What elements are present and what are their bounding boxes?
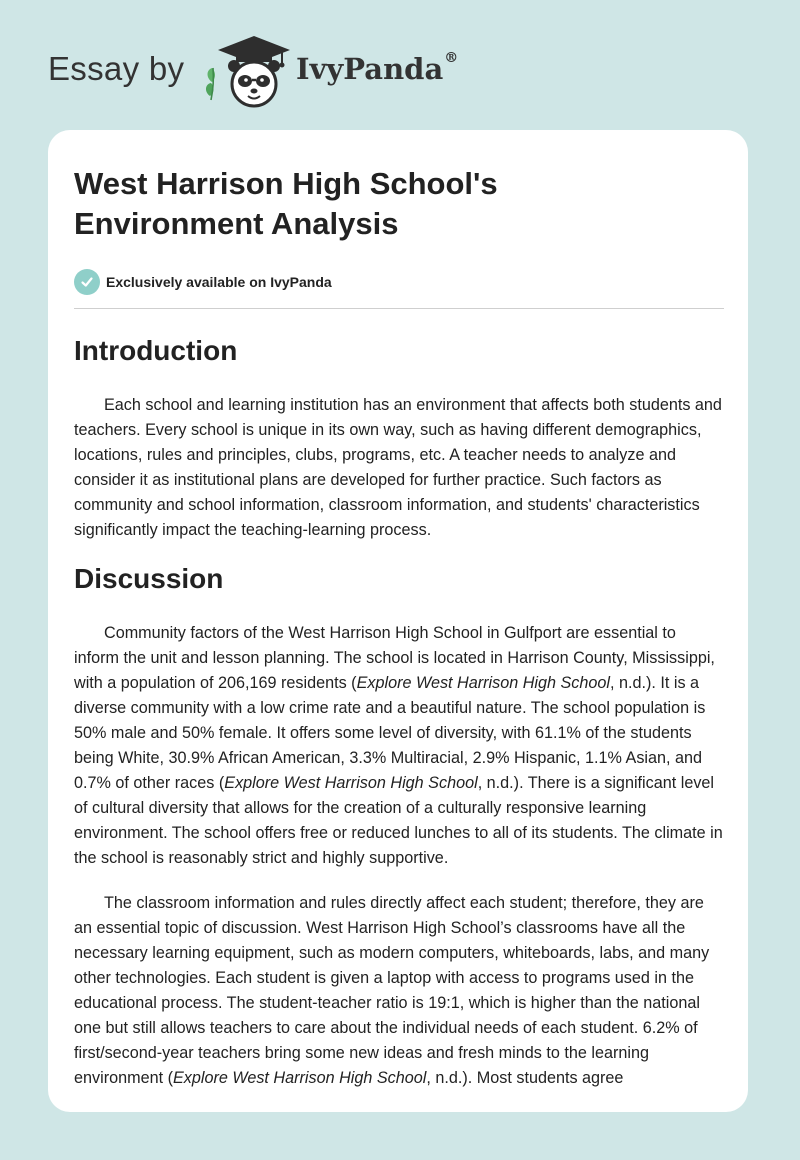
exclusive-text: Exclusively available on IvyPanda xyxy=(106,274,332,290)
panda-graduate-icon[interactable] xyxy=(202,34,292,110)
exclusive-badge xyxy=(74,268,724,296)
section-heading-discussion: Discussion xyxy=(74,563,224,594)
discussion-paragraph-1 xyxy=(74,621,724,871)
text-run: , n.d.). Most students agree xyxy=(426,1069,624,1087)
text-run: , n.d.). There is a significant level of cultural diversity that allows for the creation of a culturally responsive learning environment. The school offers free or reduced lunches to all of its students. The climate in the school is reasonably strict and highly supportive. xyxy=(74,774,723,867)
brand-name[interactable] xyxy=(296,52,458,86)
text-run: The classroom information and rules directly affect each student; therefore, they are an essential topic of discussion. West Harrison High School’s classrooms have all the necessary learning equipment, such as modern computers, whiteboards, labs, and many other technologies. Each student is given a laptop with access to programs used in the educational process. The student-teacher ratio is 19:1, which is higher than the national one but still allows teachers to care about the individual needs of each student. 6.2% of first/second-year teachers bring some new ideas and fresh minds to the learning environment ( xyxy=(74,894,710,1087)
article-content xyxy=(74,164,724,1091)
brand-text: IvyPanda xyxy=(296,52,444,86)
site-header xyxy=(48,30,568,110)
intro-paragraph: Each school and learning institution has an environment that affects both students and teachers. Every school is unique in its own way, such as having different demographics, locations, rules and principles, clubs, programs, etc. A teacher needs to analyze and consider it as institutional plans are developed for further practice. Such factors as community and school information, classroom information, and students' characteristics significantly impact the teaching-learning process. xyxy=(74,396,722,539)
page-title xyxy=(74,164,724,244)
citation-title: Explore West Harrison High School xyxy=(356,674,610,692)
citation-title: Explore West Harrison High School xyxy=(224,774,478,792)
title-line-1: West Harrison High School's xyxy=(74,166,498,201)
article-card xyxy=(48,130,748,1112)
registered-mark: ® xyxy=(444,50,459,66)
essay-by-label: Essay by xyxy=(48,50,185,87)
text-run: , n.d.). It is a diverse community with a low crime rate and a beautiful nature. The school population is 50% male and 50% female. It offers some level of diversity, with 61.1% of the students being White, 30.9% African American, 3.3% Multiracial, 2.9% Hispanic, 1.1% Asian, and 0.7% of other races ( xyxy=(74,674,706,792)
text-run: Community factors of the West Harrison High School in Gulfport are essential to inform the unit and lesson planning. The school is located in Harrison County, Mississippi, with a population of 206,169 residents ( xyxy=(74,624,715,692)
citation-title: Explore West Harrison High School xyxy=(172,1069,427,1087)
divider xyxy=(74,308,724,309)
section-heading-introduction: Introduction xyxy=(74,335,238,366)
check-icon xyxy=(74,269,100,295)
title-line-2: Environment Analysis xyxy=(74,206,399,241)
discussion-paragraph-2 xyxy=(74,891,724,1091)
